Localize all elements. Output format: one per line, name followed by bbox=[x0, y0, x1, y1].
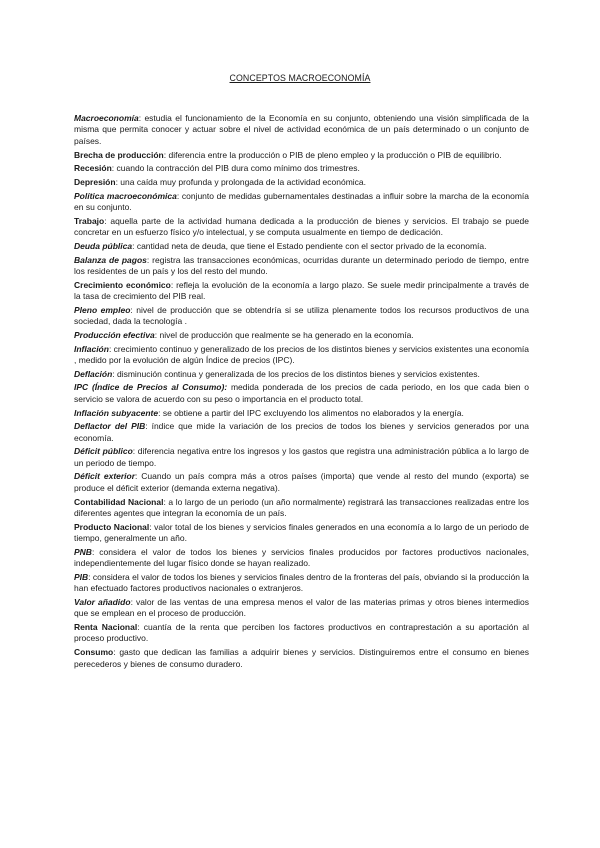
glossary-entry bbox=[74, 622, 529, 645]
glossary-definition: medida ponderada de los precios de cada periodo, en los que cada bien o servicio se valora de acuerdo con su peso o importancia en el producto total. bbox=[74, 382, 529, 404]
glossary-list bbox=[74, 113, 529, 672]
glossary-definition: : gasto que dedican las familias a adquirir bienes y servicios. Distinguiremos entre el consumo en bienes perecederos y bienes de consumo duradero. bbox=[74, 647, 529, 669]
glossary-definition: : cuantía de la renta que perciben los factores productivos en contraprestación a su aportación al proceso productivo. bbox=[74, 622, 530, 644]
glossary-definition: : a lo largo de un periodo (un año normalmente) registrará las transacciones realizadas entre los diferentes agentes que integran la economía de un país. bbox=[74, 496, 529, 518]
glossary-definition: : cuando la contracción del PIB dura como mínimo dos trimestres. bbox=[111, 163, 360, 174]
glossary-term: Valor añadido bbox=[74, 596, 131, 607]
glossary-entry bbox=[74, 547, 529, 570]
glossary-definition: : se obtiene a partir del IPC excluyendo los alimentos no elaborados y la energía. bbox=[158, 407, 464, 418]
glossary-term: Balanza de pagos bbox=[74, 254, 147, 265]
glossary-term: Renta Nacional bbox=[74, 622, 138, 633]
glossary-definition: : nivel de producción que se obtendría si se utiliza plenamente todos los recursos productivos de una sociedad, dada la tecnología . bbox=[74, 304, 529, 327]
document-title: CONCEPTOS MACROECONOMÍA bbox=[229, 73, 371, 83]
glossary-definition: : diferencia negativa entre los ingresos y los gastos que registra una administración pública a lo largo de un periodo de tiempo. bbox=[74, 446, 529, 468]
glossary-entry bbox=[74, 255, 529, 278]
glossary-entry bbox=[74, 113, 529, 147]
glossary-entry bbox=[74, 305, 529, 328]
glossary-entry bbox=[74, 647, 529, 670]
glossary-term: Recesión bbox=[74, 163, 112, 174]
glossary-term: Pleno empleo bbox=[74, 304, 131, 315]
glossary-definition: : aquella parte de la actividad humana dedicada a la producción de bienes y servicios. El trabajo se puede concretar en un esfuerzo físico y/o intelectual, y se computa usualmente en tiempo de dedicación. bbox=[74, 215, 529, 238]
glossary-definition: : estudia el funcionamiento de la Economía en su conjunto, obteniendo una visión simplificada de la misma que permita conocer y actuar sobre el nivel de actividad económica de un país determinado o un conjunto de países. bbox=[74, 113, 529, 146]
glossary-term: Crecimiento económico bbox=[74, 279, 171, 290]
glossary-term: Inflación bbox=[74, 343, 109, 354]
glossary-entry bbox=[74, 408, 529, 419]
glossary-entry bbox=[74, 280, 529, 303]
glossary-entry bbox=[74, 163, 529, 174]
glossary-definition: : crecimiento continuo y generalizado de los precios de los distintos bienes y servicios existentes una economía , medido por la evolución de algún Índice de precios (IPC). bbox=[74, 343, 529, 365]
glossary-entry bbox=[74, 150, 529, 161]
glossary-definition: : registra las transacciones económicas, ocurridas durante un determinado periodo de tiempo, entre los residentes de un país y los del resto del mundo. bbox=[74, 254, 529, 276]
glossary-term: Producción efectiva bbox=[74, 329, 155, 340]
glossary-term: Consumo bbox=[74, 647, 114, 658]
glossary-term: Deuda pública bbox=[74, 240, 133, 251]
glossary-entry bbox=[74, 572, 529, 595]
glossary-term: Contabilidad Nacional bbox=[74, 496, 164, 507]
glossary-definition: : nivel de producción que realmente se ha generado en la economía. bbox=[154, 329, 414, 340]
glossary-definition: : valor total de los bienes y servicios finales generados en una economía a lo largo de un periodo de tiempo, generalmente un año. bbox=[74, 521, 530, 544]
glossary-entry bbox=[74, 216, 529, 239]
glossary-term: PNB bbox=[74, 546, 92, 557]
glossary-term: Política macroeconómica bbox=[74, 190, 177, 201]
glossary-entry bbox=[74, 177, 529, 188]
glossary-definition: : diferencia entre la producción o PIB de pleno empleo y la producción o PIB de equilibrio. bbox=[163, 149, 502, 160]
glossary-definition: : disminución continua y generalizada de los precios de los distintos bienes y servicios existentes. bbox=[112, 368, 480, 379]
glossary-entry bbox=[74, 330, 529, 341]
glossary-definition: : refleja la evolución de la economía a largo plazo. Se suele medir principalmente a través de la tasa de crecimiento del PIB real. bbox=[74, 279, 529, 302]
glossary-term: Depresión bbox=[74, 176, 116, 187]
glossary-definition: : Cuando un país compra más a otros países (importa) que vende al resto del mundo (exporta) se produce el déficit exterior (demanda externa negativa). bbox=[74, 471, 529, 493]
glossary-term: Inflación subyacente bbox=[74, 407, 159, 418]
glossary-entry bbox=[74, 421, 529, 444]
glossary-definition: : considera el valor de todos los bienes y servicios finales producidos por factores productivos nacionales, independientemente del lugar físico donde se hayan realizado. bbox=[74, 546, 529, 569]
glossary-term: Deflación bbox=[74, 368, 113, 379]
glossary-entry bbox=[74, 382, 529, 405]
glossary-term: Macroeconomía bbox=[74, 113, 139, 123]
glossary-definition: : una caída muy profunda y prolongada de la actividad económica. bbox=[115, 176, 367, 187]
glossary-definition: : cantidad neta de deuda, que tiene el Estado pendiente con el sector privado de la economía. bbox=[132, 240, 487, 251]
glossary-entry bbox=[74, 446, 529, 469]
glossary-definition: : valor de las ventas de una empresa menos el valor de las materias primas y otros bienes intermedios que se emplean en el proceso de producción. bbox=[74, 596, 530, 619]
glossary-entry bbox=[74, 522, 529, 545]
glossary-term: Déficit público bbox=[74, 446, 133, 457]
glossary-term: PIB bbox=[74, 571, 89, 582]
glossary-entry bbox=[74, 597, 529, 620]
glossary-term: Trabajo bbox=[74, 215, 105, 226]
glossary-term: Brecha de producción bbox=[74, 149, 164, 160]
glossary-entry bbox=[74, 344, 529, 367]
glossary-term: Producto Nacional bbox=[74, 521, 150, 532]
glossary-definition: : considera el valor de todos los bienes y servicios finales dentro de la fronteras del país, obviando si la producción la han efectuado factores productivos nacionales o extranjeros. bbox=[74, 571, 530, 594]
glossary-term: Déficit exterior bbox=[74, 471, 136, 482]
glossary-entry bbox=[74, 471, 529, 494]
glossary-definition: : conjunto de medidas gubernamentales destinadas a influir sobre la marcha de la economía en su conjunto. bbox=[74, 190, 529, 213]
glossary-definition: : índice que mide la variación de los precios de todos los bienes y servicios generados por una economía. bbox=[74, 421, 529, 443]
glossary-entry bbox=[74, 497, 529, 520]
glossary-entry bbox=[74, 369, 529, 380]
glossary-entry bbox=[74, 241, 529, 252]
glossary-term: IPC (Índice de Precios al Consumo): bbox=[74, 382, 228, 393]
glossary-entry bbox=[74, 191, 529, 214]
glossary-term: Deflactor del PIB bbox=[74, 421, 146, 432]
